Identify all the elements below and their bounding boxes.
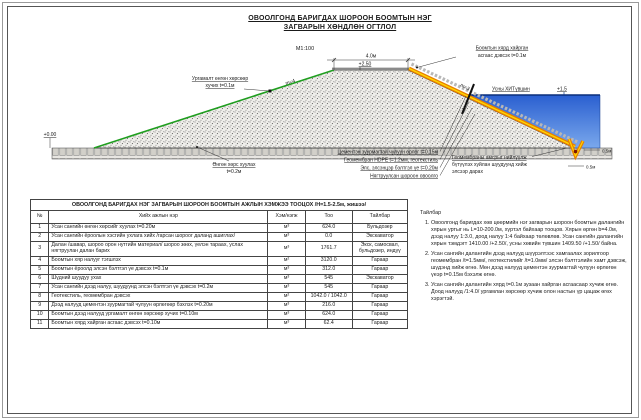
row-name: Шүдний шуудуу ухах — [49, 274, 268, 283]
notes-block — [420, 210, 628, 306]
row-qty: 3120.0 — [305, 257, 352, 266]
anchor-callout-line2: бүтүүлэх хуйлан шуудуунд хийж — [452, 162, 527, 168]
row-no: 9 — [31, 301, 49, 310]
row-no: 3 — [31, 242, 49, 257]
row-no: 6 — [31, 274, 49, 283]
table-row — [31, 242, 408, 257]
row-note: Гараар — [352, 319, 407, 328]
crest-gravel-leader — [417, 57, 456, 68]
table-row — [31, 310, 408, 319]
anchor-callout-line1: Геомембраны амсрыг нийлүүлж — [452, 155, 527, 161]
row-no: 2 — [31, 233, 49, 242]
anchor-trench-fill-dot — [574, 150, 578, 154]
row-note: Гараар — [352, 310, 407, 319]
row-name: Геотекстиль, геомембран дэвсэх — [49, 292, 268, 301]
row-no: 11 — [31, 319, 49, 328]
notes-list — [420, 220, 628, 303]
table-row — [31, 233, 408, 242]
row-note: Бульдозер — [352, 224, 407, 233]
crest-gravel-callout-line2: асгаас дэвсэх t=0.1м — [477, 53, 527, 59]
grass-callout-line2: хучих t=0.1м — [205, 83, 235, 89]
row-note: Гараар — [352, 257, 407, 266]
cross-section-drawing — [24, 36, 636, 204]
row-note: Гараар — [352, 301, 407, 310]
water-level-value: +1.5 — [557, 86, 567, 93]
col-header-no: № — [31, 211, 49, 224]
layer-callout-3: Элс, элсэнцэр бэлтгэл үе t=0.20м — [360, 165, 438, 172]
drawing-title — [180, 14, 500, 33]
crest-gravel-marker — [416, 67, 418, 69]
row-note: Экск, самосвал, бульдозер, индүү — [352, 242, 407, 257]
row-qty: 624.0 — [305, 310, 352, 319]
strip-callout-marker — [196, 146, 198, 148]
table-header-row — [31, 211, 408, 224]
drawing-title-line2: ЗАГВАРЫН ХӨНДЛӨН ОГТЛОЛ — [283, 24, 397, 32]
row-name: Дээд налууд цементэн зуурмагтай чулуун өрлөгөөр бэхлэх t=0.20м — [49, 301, 268, 310]
table-row — [31, 292, 408, 301]
crest-width-dim: 4.0м — [365, 53, 377, 60]
row-unit: м³ — [268, 301, 305, 310]
row-qty: 545 — [305, 274, 352, 283]
row-unit: м³ — [268, 283, 305, 292]
slope-right-label: m=3 — [459, 82, 471, 93]
foundation-strip — [52, 148, 612, 159]
layer-callout-4: Нягтруулсан шороон овоолго — [370, 173, 438, 180]
table-row — [31, 319, 408, 328]
anchor-dim-v: 0.5м — [602, 148, 612, 154]
row-no: 4 — [31, 257, 49, 266]
anchor-callout-line3: элсээр дарах — [452, 169, 483, 175]
row-name: Боомтын ёроолд элсэн бэлтгэл үе дэвсэх t=0.1м — [49, 266, 268, 275]
strip-callout-line1: Өнгөн хөрс хуулах — [212, 162, 256, 168]
col-header-note: Тайлбар — [352, 211, 407, 224]
base-elevation-label: +0.00 — [43, 132, 57, 138]
slope-left-label: m=4 — [284, 78, 297, 87]
table-title: ОВООЛГОНД БАРИГДАХ НЭГ ЗАГВАРЫН ШОРООН БООМТЫН АЖЛЫН ХЭМЖЭЭ ТООЦОХ /Н=1.5-2.5м, жишээ/ — [31, 200, 408, 211]
col-header-name: Хийх ажлын нэр — [49, 211, 268, 224]
table-row — [31, 224, 408, 233]
crest-elevation-label: +2.50 — [358, 61, 372, 68]
row-name: Усан сангийн өнгөн хөрсийг хуулах t=0.20м — [49, 224, 268, 233]
table-row — [31, 266, 408, 275]
col-header-qty: Тоо — [305, 211, 352, 224]
row-unit: м³ — [268, 319, 305, 328]
row-qty: 312.0 — [305, 266, 352, 275]
row-note: Экскаватор — [352, 233, 407, 242]
row-unit: м³ — [268, 274, 305, 283]
row-no: 5 — [31, 266, 49, 275]
row-qty: 1761.7 — [305, 242, 352, 257]
strip-callout-line2: t=0.2м — [226, 169, 242, 175]
row-name: Усан сангийн ёроолын хэсгийн ухлага хийх /гарсан шороог даланд ашиглах/ — [49, 233, 268, 242]
row-name: Усан сангийн дээд налуу, шуудуунд элсэн бэлтгэл үе дэвсэх t=0.2м — [49, 283, 268, 292]
row-unit: м² — [268, 257, 305, 266]
row-name: Боомтын хярд хайрган асгаас дэвсэх t=0.10м — [49, 319, 268, 328]
row-no: 7 — [31, 283, 49, 292]
note-item: 3. Усан сангийн далангийн хярд t=0.1м зузаан хайрган асгаасаар хучиж өгнө. Доод налууд /1:4.0/ ургамлан хөрсөөр хучиж олон настын үр цацаж өгөх хэрэгтэй. — [431, 282, 628, 303]
row-unit: м³ — [268, 310, 305, 319]
row-name: Далан /шавар, шороо орон нутгийн материал/ шороо зөөх, үелэн тараах, услах нягтруулан далан барих — [49, 242, 268, 257]
drawing-title-line1: ОВООЛГОНД БАРИГДАХ ШОРООН БООМТЫН НЭГ — [248, 15, 432, 22]
row-name: Боомтын дээд налууд ургамалт өнгөн хөрсөөр хучих t=0.10м — [49, 310, 268, 319]
row-no: 10 — [31, 310, 49, 319]
row-qty: 216.0 — [305, 301, 352, 310]
layer-callout-1: Цементэн зуурмагтай чулуун өрлөг t=0.15м — [337, 149, 438, 156]
water-level-label: Усны ХИТүвшин — [492, 86, 530, 93]
table-row — [31, 283, 408, 292]
row-unit: м³ — [268, 224, 305, 233]
row-no: 1 — [31, 224, 49, 233]
row-unit: м³ — [268, 233, 305, 242]
note-item: 2. Усан сангийн далангийн дээд налууд шүүрэлтээс хамгаалах зорилгоор геомембран /t=1.5мм/, геотекстилийг /t=1.0мм/ элсэн бэлтгэлийн хамт дэвсэж, шүдэнд хийж өгнө. Мөн дээд налууд цементэн зуурмагтай чулуун өрлөгөн үеэр t=0.15м бэхэлж өгнө. — [431, 251, 628, 279]
row-qty: 1042.0 / 1042.0 — [305, 292, 352, 301]
note-item: 1. Овоолгонд баригдах хөв цөөрмийн нэг загварын шороон боомтын далангийн хярын уртыг нь L=10-200.0м, хүртэл байхаар тооцов. Хярын өргөн b=4.0м, дээд налуу 1:3.0, доод налуу 1:4 байхаар төлөвлөв. Усан сангийн далангийн хярын тэмдэгт 1410.00 /+2.50/, усны хөвийн түвшин 1409.50 /+1.50/ байна. — [431, 220, 628, 248]
row-note: Экскаватор — [352, 274, 407, 283]
row-unit: м³ — [268, 266, 305, 275]
notes-heading: Тайлбар — [420, 210, 442, 216]
row-unit: м³ — [268, 242, 305, 257]
row-qty: 0.0 — [305, 233, 352, 242]
grass-callout-line1: Ургамалт өнгөн хөрсөөр — [191, 76, 249, 82]
row-note: Гараар — [352, 266, 407, 275]
row-qty: 545 — [305, 283, 352, 292]
row-name: Боомтын хяр налууг тэгшлэх — [49, 257, 268, 266]
table-row — [31, 274, 408, 283]
row-note: Гараар — [352, 292, 407, 301]
scale-label: М1:100 — [295, 46, 315, 52]
grass-callout-marker — [269, 90, 272, 93]
anchor-dim-h: 0.5м — [586, 164, 596, 170]
row-qty: 624.0 — [305, 224, 352, 233]
row-note: Гараар — [352, 283, 407, 292]
row-qty: 62.4 — [305, 319, 352, 328]
crest-gravel-callout-line1: Боомтын хярд хайрган — [475, 45, 529, 52]
quantities-table — [30, 199, 408, 329]
table-row — [31, 257, 408, 266]
col-header-unit: Хэм/нэгж — [268, 211, 305, 224]
table-row — [31, 301, 408, 310]
layer-callout-2: Геомембран HDPE t=1.2мм, геотекстиль — [344, 157, 438, 164]
row-unit: м² — [268, 292, 305, 301]
grass-callout-leader — [244, 89, 270, 91]
row-no: 8 — [31, 292, 49, 301]
